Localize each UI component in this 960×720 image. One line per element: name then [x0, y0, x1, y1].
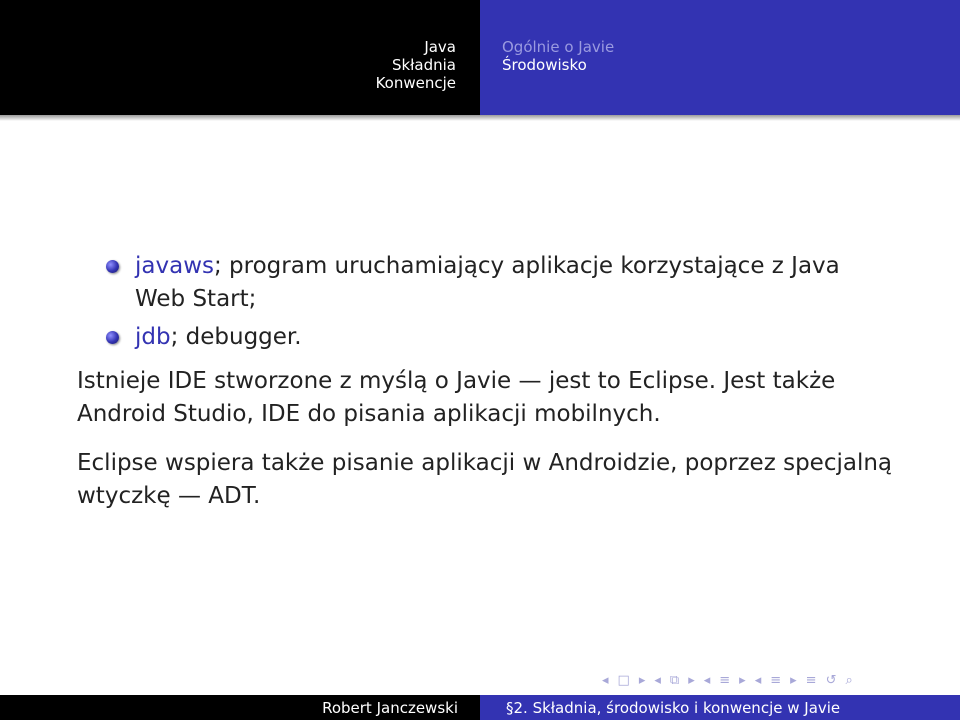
nav-subsection-srodowisko[interactable]: Środowisko — [502, 56, 587, 74]
nav-prev-slide-icon[interactable]: ◂ — [654, 672, 661, 688]
slide-footer — [0, 695, 960, 720]
tool-description: ; debugger. — [170, 324, 302, 350]
nav-slide-icon[interactable]: ⧉ — [669, 672, 680, 688]
nav-prev-section-icon[interactable]: ◂ — [754, 672, 762, 688]
header-section-nav — [0, 0, 480, 115]
nav-next-section-icon[interactable]: ▸ — [790, 672, 797, 688]
slide-header — [0, 0, 960, 115]
slide-content — [77, 250, 897, 513]
nav-back-icon[interactable]: ↺ — [825, 672, 837, 688]
nav-toc-icon[interactable]: ≡ — [805, 672, 817, 688]
list-item — [135, 250, 897, 316]
nav-prev-subsection-icon[interactable]: ◂ — [703, 672, 711, 688]
header-subsection-nav — [480, 0, 960, 115]
bullet-list — [77, 250, 897, 354]
nav-section-konwencje[interactable]: Konwencje — [375, 74, 456, 92]
nav-subsection-ogolnie[interactable]: Ogólnie o Javie — [502, 38, 615, 56]
paragraph-ide: Istnieje IDE stworzone z myślą o Javie — jest to Eclipse. Jest także Android Studio, IDE do pisania aplikacji mobilnych. — [77, 368, 836, 427]
bullet-icon — [106, 260, 119, 273]
tool-name: javaws — [135, 253, 214, 279]
nav-search-icon[interactable]: ⌕ — [845, 672, 853, 688]
navigation-symbols — [602, 670, 853, 690]
footer-title: §2. Składnia, środowisko i konwencje w Javie — [480, 695, 960, 720]
nav-frame-icon[interactable]: □ — [617, 672, 630, 688]
tool-description: ; program uruchamiający aplikacje korzystające z Java Web Start; — [135, 253, 840, 312]
nav-section-icon[interactable]: ≡ — [770, 672, 782, 688]
nav-next-frame-icon[interactable]: ▸ — [638, 672, 646, 688]
nav-next-subsection-icon[interactable]: ▸ — [739, 672, 746, 688]
nav-prev-frame-icon[interactable]: ◂ — [602, 672, 609, 688]
paragraph-eclipse: Eclipse wspiera także pisanie aplikacji w Androidzie, poprzez specjalną wtyczkę — ADT. — [77, 450, 893, 509]
header-shadow — [0, 115, 960, 121]
nav-next-slide-icon[interactable]: ▸ — [688, 672, 695, 688]
nav-subsection-icon[interactable]: ≡ — [719, 672, 731, 688]
tool-name: jdb — [135, 324, 171, 350]
footer-author: Robert Janczewski — [0, 695, 480, 720]
list-item — [135, 321, 897, 354]
nav-section-java[interactable]: Java — [424, 38, 456, 56]
bullet-icon — [106, 331, 119, 344]
nav-section-skladnia[interactable]: Składnia — [391, 56, 456, 74]
